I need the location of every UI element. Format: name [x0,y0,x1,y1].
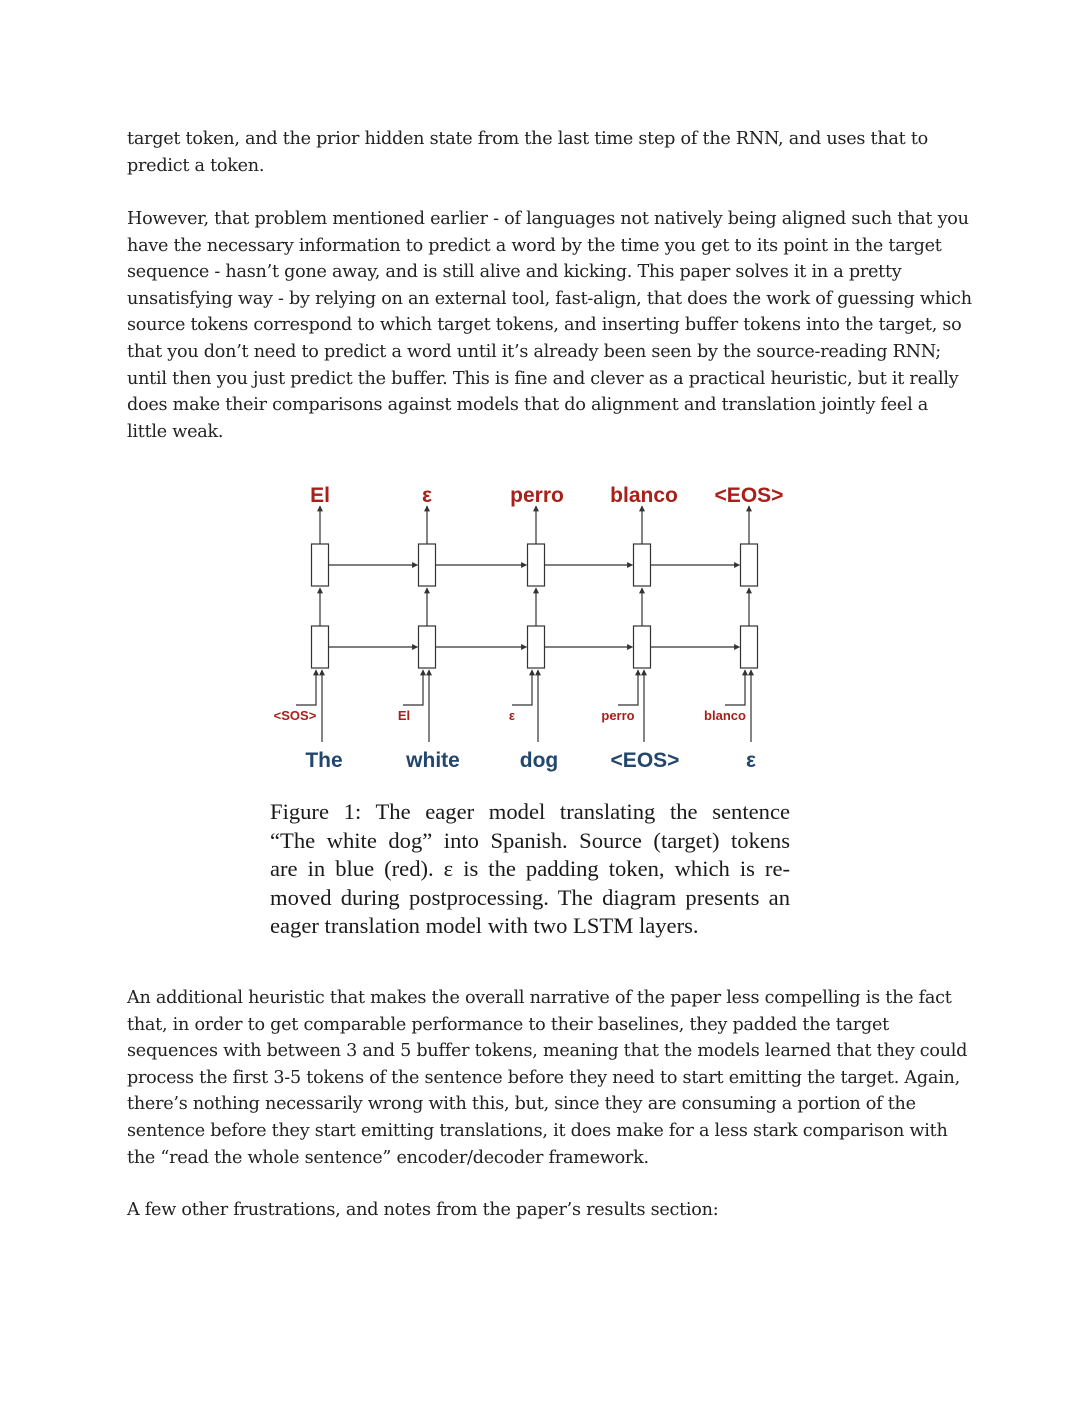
lstm-cell-upper [312,544,329,586]
lstm-cell-lower [528,626,545,668]
caption-line: “The white dog” into Spanish. Source (target) tokens [270,827,790,853]
prev-target-input-arrow [618,670,638,705]
caption-line: eager translation model with two LSTM layers. [270,913,699,939]
text-line: However, that problem mentioned earlier - of languages not natively being aligned such that you [127,209,969,229]
text-line: little weak. [127,421,224,442]
text-line: sequences with between 3 and 5 buffer tokens, meaning that the models learned that they could [127,1041,968,1062]
eager-model-figure [255,472,815,782]
prev-target-token: perro [601,708,635,723]
prev-target-token: ε [508,708,516,723]
prev-target-token: blanco [704,708,746,723]
text-line: that you don’t need to predict a word until it’s already been seen by the source-reading RNN; [127,341,941,362]
lstm-cell-lower [634,626,651,668]
output-token: El [310,484,330,507]
prev-target-input-arrow [725,670,745,705]
text-line: sentence before they start emitting translations, it does make for a less stark comparison with [127,1120,948,1141]
paragraph-4 [127,1197,957,1224]
text-line: there’s nothing necessarily wrong with this, but, since they are consuming a portion of the [127,1094,916,1115]
output-token: perro [510,484,564,507]
output-token: ε [422,484,432,507]
paragraph-1 [127,126,957,179]
text-line: until then you just predict the buffer. This is fine and clever as a practical heuristic, but it really [127,368,959,389]
output-token: blanco [610,484,678,507]
lstm-cell-upper [528,544,545,586]
paragraph-2 [127,206,972,445]
source-token: white [406,749,460,772]
prev-target-input-arrow [403,670,423,705]
lstm-cell-lower [419,626,436,668]
text-line: process the first 3-5 tokens of the sentence before they need to start emitting the target. Again, [127,1067,960,1088]
lstm-cell-upper [741,544,758,586]
prev-target-input-arrow [296,670,316,705]
text-line: An additional heuristic that makes the overall narrative of the paper less compelling is the fact [127,988,952,1008]
figure-caption [270,798,790,941]
lstm-cell-lower [312,626,329,668]
text-line: the “read the whole sentence” encoder/decoder framework. [127,1147,649,1168]
lstm-diagram [255,472,815,782]
prev-target-token: El [397,708,411,723]
caption-line: Figure 1: The eager model translating the sentence [270,799,790,824]
source-token: The [305,749,343,772]
lstm-cell-upper [634,544,651,586]
text-line: have the necessary information to predict a word by the time you get to its point in the target [127,235,942,256]
output-token: <EOS> [714,484,784,507]
text-line: target token, and the prior hidden state from the last time step of the RNN, and uses that to [127,129,929,149]
source-token: dog [519,749,559,772]
caption-line: are in blue (red). ε is the padding token, which is re- [270,856,790,882]
text-line: source tokens correspond to which target tokens, and inserting buffer tokens into the target, so [127,315,962,336]
caption-line: moved during postprocessing. The diagram presents an [270,884,790,910]
text-line: unsatisfying way - by relying on an external tool, fast-align, that does the work of guessing which [127,288,972,309]
source-token: ε [746,749,756,772]
text-line: that, in order to get comparable performance to their baselines, they padded the target [127,1014,889,1035]
lstm-cell-upper [419,544,436,586]
prev-target-token: <SOS> [273,708,317,723]
text-line: sequence - hasn’t gone away, and is still alive and kicking. This paper solves it in a pretty [127,262,902,283]
source-token: <EOS> [610,749,680,772]
lstm-cell-lower [741,626,758,668]
prev-target-input-arrow [512,670,532,705]
diagram-structure [296,506,758,742]
text-line: predict a token. [127,155,265,176]
text-line: does make their comparisons against models that do alignment and translation jointly feel a [127,395,929,416]
text-line: A few other frustrations, and notes from the paper’s results section: [127,1200,719,1220]
paragraph-3 [127,985,968,1171]
